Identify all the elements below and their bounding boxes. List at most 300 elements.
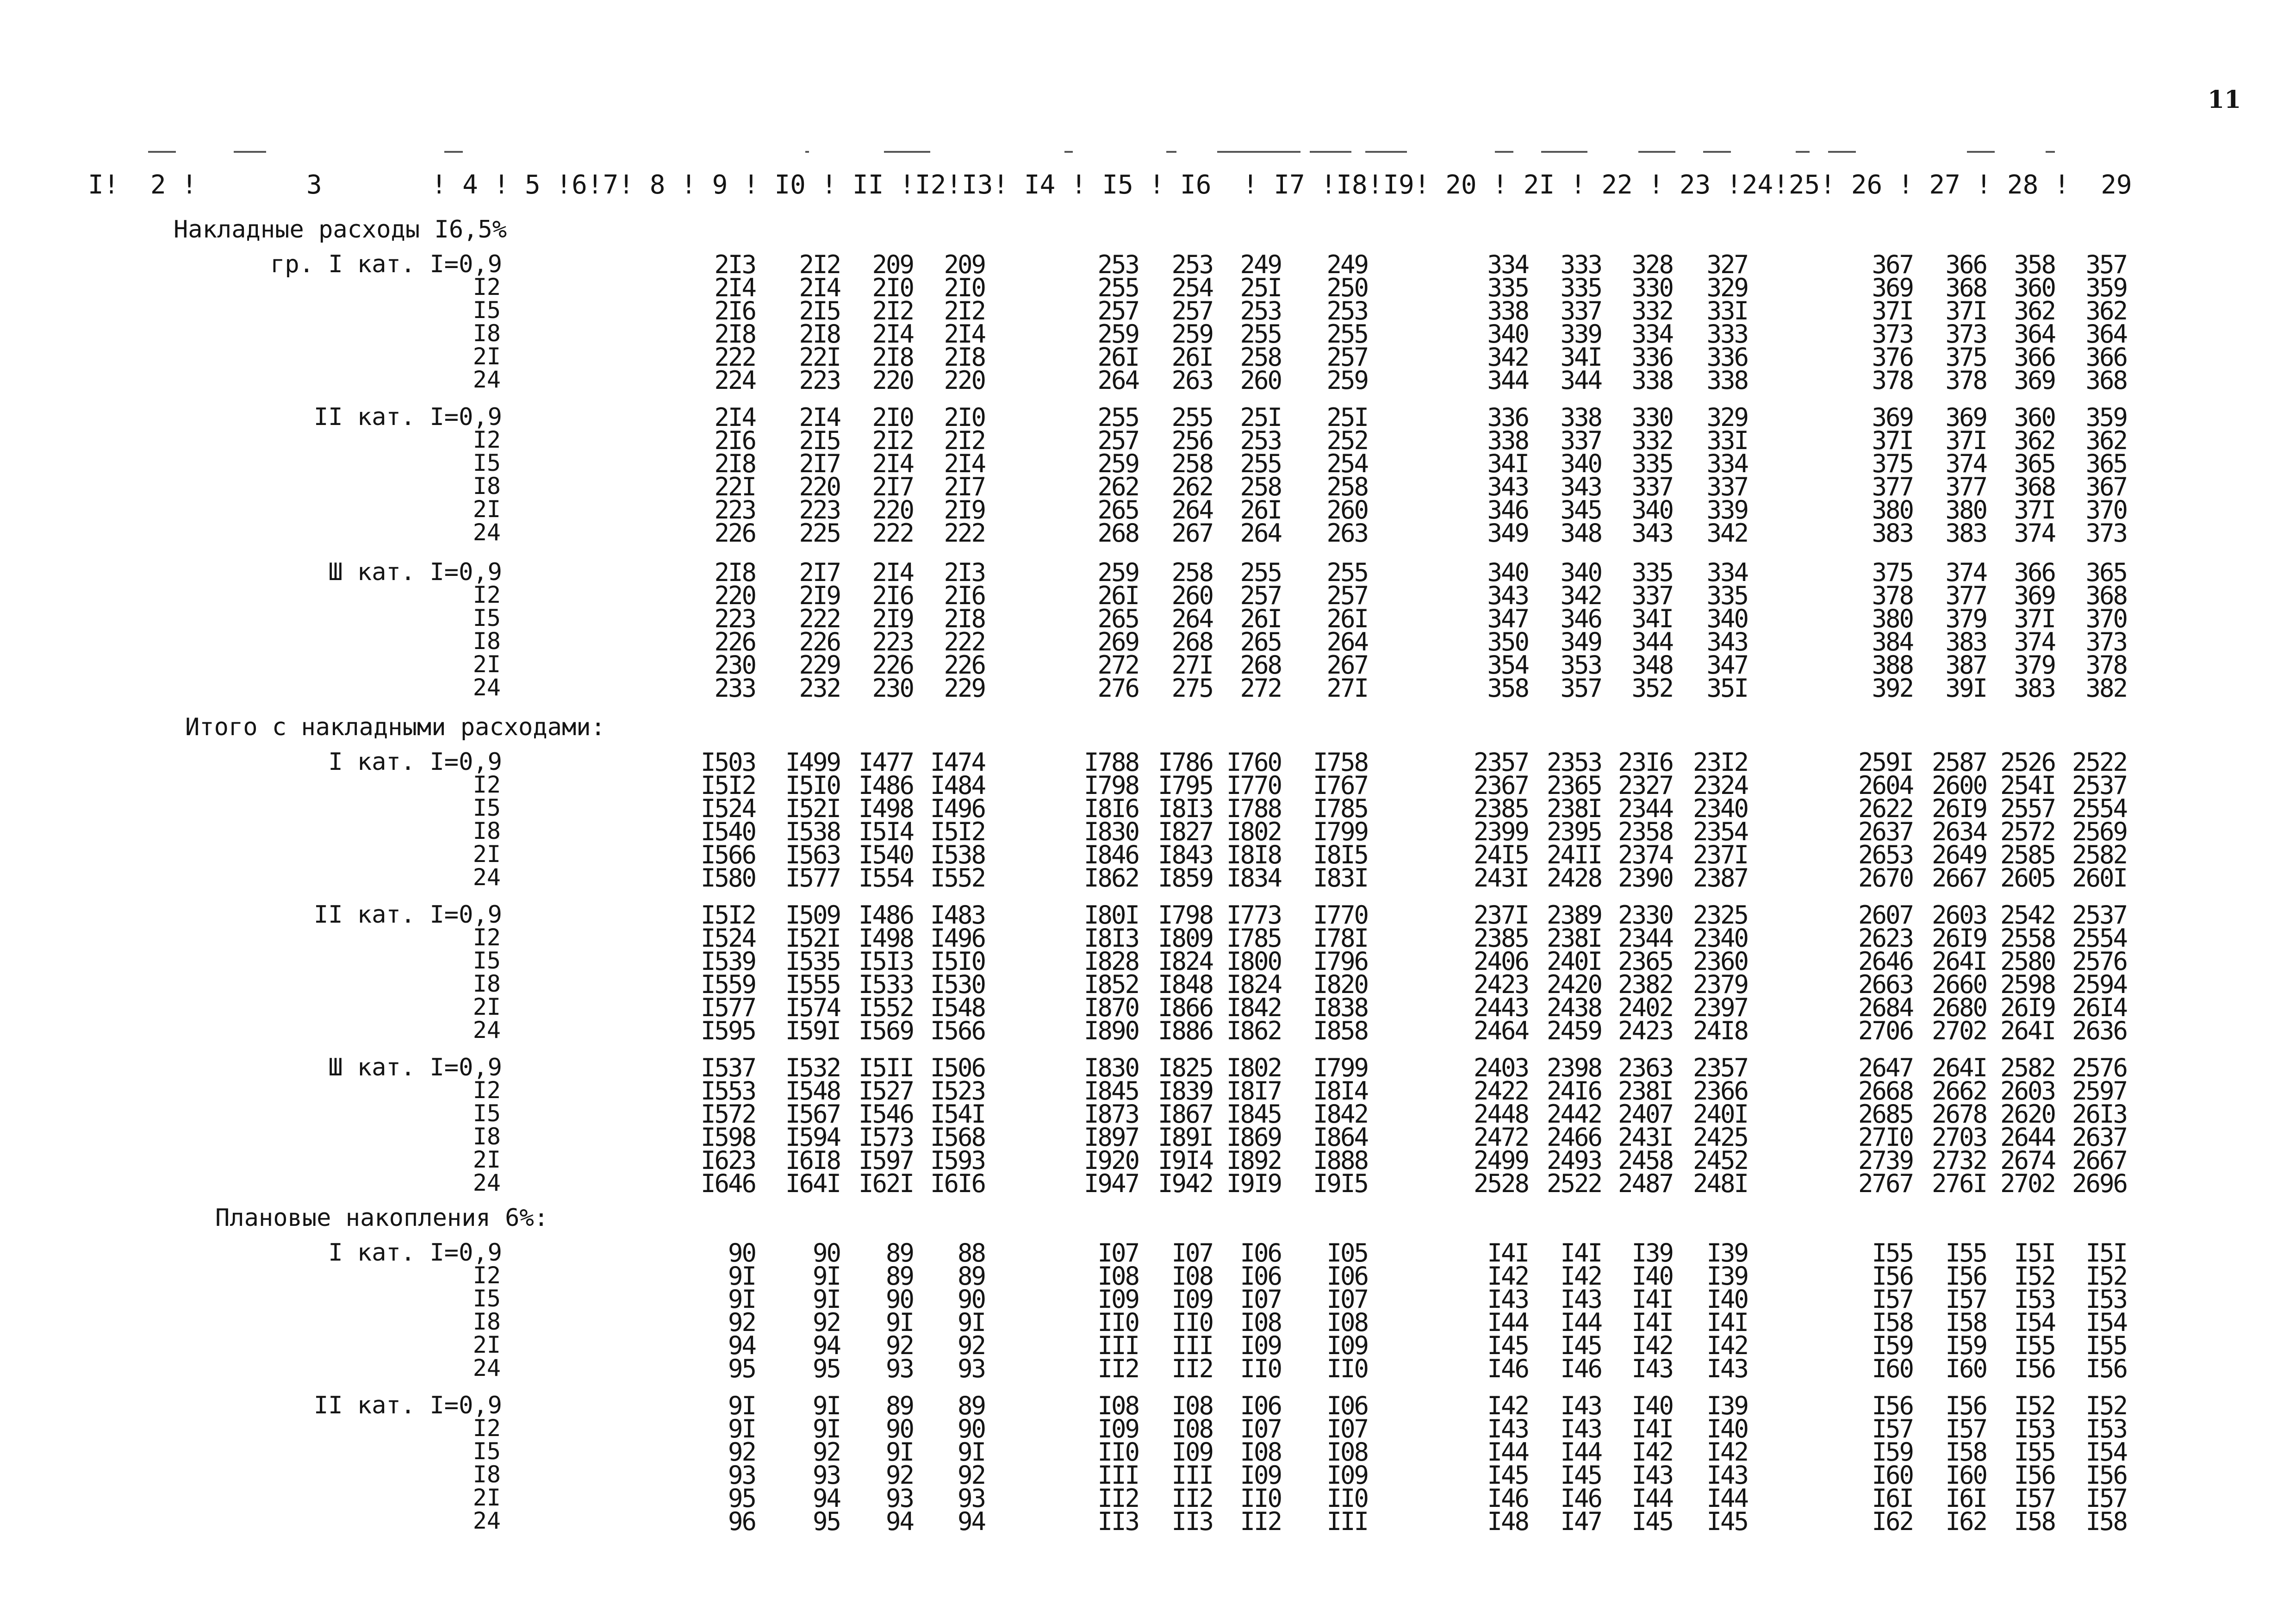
table-cell: 380: [1945, 495, 1986, 525]
table-cell: 343: [1631, 518, 1673, 548]
table-cell: I42: [1487, 1391, 1528, 1420]
table-cell: 9I: [812, 1414, 840, 1443]
table-cell: 37I: [1872, 296, 1913, 325]
table-cell: 94: [812, 1331, 840, 1360]
table-cell: 9I: [728, 1414, 755, 1443]
table-cell: 344: [1560, 366, 1601, 395]
sublabel: 24: [473, 1507, 501, 1534]
table-cell: 254I: [2000, 771, 2055, 800]
table-cell: 2670: [1858, 863, 1913, 893]
table-cell: 2340: [1692, 794, 1748, 823]
table-cell: I598: [700, 1123, 755, 1152]
table-cell: I5I2: [700, 900, 755, 930]
table-cell: I58: [1945, 1308, 1986, 1337]
table-cell: I8I3: [1157, 794, 1213, 823]
table-cell: 2I6: [872, 581, 913, 610]
group-label: Ш кат. I=0,9: [328, 1054, 502, 1081]
table-cell: I07: [1326, 1414, 1368, 1443]
table-cell: I820: [1313, 970, 1368, 999]
table-cell: I4I: [1631, 1308, 1673, 1337]
table-cell: I55: [2085, 1331, 2127, 1360]
table-cell: 265: [1240, 627, 1281, 656]
table-cell: 95: [728, 1354, 755, 1383]
table-cell: 2I5: [799, 426, 840, 455]
table-cell: 333: [1706, 319, 1748, 349]
table-cell: 267: [1326, 650, 1368, 680]
table-cell: 269: [1097, 627, 1139, 656]
group-label: II кат. I=0,9: [314, 403, 502, 431]
table-cell: 89: [885, 1391, 913, 1420]
table-cell: 264: [1240, 518, 1281, 548]
table-cell: I52: [2085, 1391, 2127, 1420]
table-cell: 2597: [2072, 1076, 2127, 1106]
table-cell: 2582: [2000, 1053, 2055, 1082]
table-cell: I56: [2014, 1461, 2055, 1490]
table-cell: 2395: [1546, 817, 1601, 846]
table-cell: I42: [1706, 1331, 1748, 1360]
table-cell: I43: [1560, 1285, 1601, 1314]
table-cell: I527: [858, 1076, 913, 1106]
table-cell: 2344: [1618, 924, 1673, 953]
table-cell: 264: [1171, 495, 1213, 525]
table-cell: I593: [930, 1146, 985, 1175]
table-cell: 2330: [1618, 900, 1673, 930]
table-cell: 248I: [1692, 1169, 1748, 1198]
table-cell: 2420: [1546, 970, 1601, 999]
table-cell: 23I2: [1692, 748, 1748, 777]
table-cell: 360: [2014, 403, 2055, 432]
table-cell: 2554: [2072, 924, 2127, 953]
table-cell: 2340: [1692, 924, 1748, 953]
table-cell: 2324: [1692, 771, 1748, 800]
table-cell: I567: [785, 1099, 840, 1129]
table-cell: I802: [1226, 1053, 1281, 1082]
table-cell: II0: [1097, 1308, 1139, 1337]
table-cell: 257: [1097, 426, 1139, 455]
table-cell: 329: [1706, 273, 1748, 302]
table-cell: 365: [2014, 449, 2055, 478]
sublabel: I2: [473, 1077, 501, 1104]
table-cell: 378: [1872, 366, 1913, 395]
table-cell: I499: [785, 748, 840, 777]
table-cell: 2I7: [872, 472, 913, 501]
table-cell: I56: [1872, 1391, 1913, 1420]
table-cell: 9I: [957, 1437, 985, 1467]
sublabel: I8: [473, 320, 501, 347]
table-cell: 332: [1631, 426, 1673, 455]
table-cell: 2443: [1473, 993, 1528, 1022]
table-cell: 90: [812, 1238, 840, 1268]
table-cell: 260: [1240, 366, 1281, 395]
table-cell: I53: [2014, 1414, 2055, 1443]
table-cell: 369: [1945, 403, 1986, 432]
table-cell: 90: [957, 1414, 985, 1443]
header-rule-segment: [2046, 151, 2055, 153]
table-cell: 264I: [1931, 947, 1986, 976]
table-cell: 339: [1560, 319, 1601, 349]
table-cell: 2528: [1473, 1169, 1528, 1198]
table-cell: 2I2: [799, 250, 840, 279]
table-cell: I54: [2085, 1437, 2127, 1467]
table-cell: 252: [1326, 426, 1368, 455]
table-cell: I798: [1157, 900, 1213, 930]
table-cell: I773: [1226, 900, 1281, 930]
table-cell: 342: [1706, 518, 1748, 548]
table-cell: 26I9: [1931, 924, 1986, 953]
table-cell: 264: [1171, 604, 1213, 633]
table-cell: II3: [1171, 1507, 1213, 1536]
table-cell: 240I: [1692, 1099, 1748, 1129]
table-cell: 2I2: [944, 296, 985, 325]
table-cell: 334: [1706, 449, 1748, 478]
table-cell: 94: [728, 1331, 755, 1360]
table-cell: I58: [2085, 1507, 2127, 1536]
table-cell: 375: [1872, 558, 1913, 587]
table-cell: 2I8: [714, 449, 755, 478]
table-cell: I80I: [1083, 900, 1139, 930]
table-cell: I42: [1560, 1262, 1601, 1291]
table-cell: 2767: [1858, 1169, 1913, 1198]
table-cell: 26I9: [2000, 993, 2055, 1022]
table-cell: 2385: [1473, 794, 1528, 823]
table-cell: 382: [2085, 674, 2127, 703]
table-cell: 255: [1326, 558, 1368, 587]
table-cell: 264I: [1931, 1053, 1986, 1082]
table-cell: 354: [1487, 650, 1528, 680]
table-cell: 343: [1487, 581, 1528, 610]
table-cell: 90: [728, 1238, 755, 1268]
group-label: II кат. I=0,9: [314, 1392, 502, 1419]
table-cell: 93: [957, 1484, 985, 1513]
table-cell: 92: [812, 1308, 840, 1337]
table-cell: 336: [1487, 403, 1528, 432]
table-cell: 93: [885, 1484, 913, 1513]
table-cell: I9I4: [1157, 1146, 1213, 1175]
table-cell: 258: [1240, 472, 1281, 501]
table-cell: I07: [1240, 1285, 1281, 1314]
table-cell: I552: [930, 863, 985, 893]
table-cell: 2I6: [714, 296, 755, 325]
table-cell: 2493: [1546, 1146, 1601, 1175]
table-cell: I09: [1097, 1285, 1139, 1314]
table-cell: I796: [1313, 947, 1368, 976]
table-cell: I59: [1945, 1331, 1986, 1360]
table-cell: I55: [2014, 1437, 2055, 1467]
sublabel: 24: [473, 1355, 501, 1381]
table-cell: I785: [1226, 924, 1281, 953]
table-cell: 2684: [1858, 993, 1913, 1022]
table-cell: 335: [1560, 273, 1601, 302]
table-cell: 365: [2085, 449, 2127, 478]
table-cell: I548: [785, 1076, 840, 1106]
table-cell: 230: [872, 674, 913, 703]
table-cell: 243I: [1473, 863, 1528, 893]
table-cell: 2I7: [944, 472, 985, 501]
sublabel: I5: [473, 297, 501, 324]
table-cell: I546: [858, 1099, 913, 1129]
table-cell: I62I: [858, 1169, 913, 1198]
table-cell: I08: [1171, 1414, 1213, 1443]
table-cell: 262: [1171, 472, 1213, 501]
table-cell: 238I: [1546, 794, 1601, 823]
table-cell: I4I: [1706, 1308, 1748, 1337]
sublabel: I8: [473, 473, 501, 500]
table-cell: 253: [1326, 296, 1368, 325]
table-cell: 2685: [1858, 1099, 1913, 1129]
table-cell: 340: [1487, 558, 1528, 587]
table-cell: 250: [1326, 273, 1368, 302]
table-cell: I892: [1226, 1146, 1281, 1175]
table-cell: 226: [799, 627, 840, 656]
table-cell: 9I: [728, 1285, 755, 1314]
sublabel: I8: [473, 1123, 501, 1150]
table-cell: 92: [885, 1461, 913, 1490]
table-cell: 2389: [1546, 900, 1601, 930]
table-cell: 260I: [2072, 863, 2127, 893]
table-cell: III: [1326, 1507, 1368, 1536]
table-cell: I42: [1706, 1437, 1748, 1467]
table-cell: I53: [2014, 1285, 2055, 1314]
sublabel: 24: [473, 864, 501, 891]
table-cell: 2I2: [944, 426, 985, 455]
table-cell: 2344: [1618, 794, 1673, 823]
table-cell: I830: [1083, 1053, 1139, 1082]
table-cell: 2472: [1473, 1123, 1528, 1152]
table-cell: 388: [1872, 650, 1913, 680]
table-cell: 33I: [1706, 296, 1748, 325]
table-cell: 2I2: [872, 296, 913, 325]
table-cell: I07: [1171, 1238, 1213, 1268]
table-cell: 2I4: [872, 558, 913, 587]
table-cell: I62: [1945, 1507, 1986, 1536]
table-cell: 370: [2085, 495, 2127, 525]
table-cell: I55: [1945, 1238, 1986, 1268]
table-cell: 37I: [2014, 604, 2055, 633]
table-cell: 268: [1240, 650, 1281, 680]
table-cell: I530: [930, 970, 985, 999]
table-cell: 366: [1945, 250, 1986, 279]
table-cell: 334: [1631, 319, 1673, 349]
table-cell: 2569: [2072, 817, 2127, 846]
table-cell: 343: [1487, 472, 1528, 501]
table-cell: 2680: [1931, 993, 1986, 1022]
table-cell: 375: [1945, 343, 1986, 372]
table-cell: 338: [1487, 296, 1528, 325]
table-cell: I58: [2014, 1507, 2055, 1536]
table-cell: 2I9: [944, 495, 985, 525]
table-cell: 365: [2085, 558, 2127, 587]
table-cell: 255: [1097, 403, 1139, 432]
table-cell: 373: [2085, 627, 2127, 656]
table-cell: 2646: [1858, 947, 1913, 976]
table-cell: 368: [2085, 581, 2127, 610]
table-cell: I824: [1157, 947, 1213, 976]
table-cell: I5I: [2014, 1238, 2055, 1268]
table-cell: 368: [2014, 472, 2055, 501]
table-cell: 220: [799, 472, 840, 501]
table-cell: 377: [1872, 472, 1913, 501]
sublabel: 24: [473, 674, 501, 701]
table-cell: 373: [1872, 319, 1913, 349]
table-cell: 2620: [2000, 1099, 2055, 1129]
table-cell: 253: [1171, 250, 1213, 279]
table-cell: 368: [2085, 366, 2127, 395]
table-cell: 335: [1631, 558, 1673, 587]
table-cell: 380: [1872, 495, 1913, 525]
table-cell: 9I: [728, 1391, 755, 1420]
table-cell: I44: [1487, 1437, 1528, 1467]
table-cell: I60: [1872, 1461, 1913, 1490]
table-cell: I535: [785, 947, 840, 976]
table-cell: I563: [785, 840, 840, 869]
sublabel: 24: [473, 519, 501, 546]
table-cell: I554: [858, 863, 913, 893]
table-cell: I523: [930, 1076, 985, 1106]
table-cell: 383: [1945, 518, 1986, 548]
table-cell: 92: [885, 1331, 913, 1360]
table-cell: I60: [1945, 1461, 1986, 1490]
table-cell: I05: [1326, 1238, 1368, 1268]
table-cell: 2I3: [714, 250, 755, 279]
table-cell: 255: [1240, 449, 1281, 478]
table-cell: 92: [812, 1437, 840, 1467]
table-cell: 360: [2014, 273, 2055, 302]
table-cell: 223: [799, 366, 840, 395]
section-title: Итого с накладными расходами:: [185, 713, 605, 741]
table-cell: 253: [1097, 250, 1139, 279]
table-cell: 222: [944, 518, 985, 548]
table-cell: 2I8: [714, 319, 755, 349]
table-cell: 232: [799, 674, 840, 703]
table-cell: I498: [858, 924, 913, 953]
table-cell: I559: [700, 970, 755, 999]
table-cell: 349: [1487, 518, 1528, 548]
table-cell: 238I: [1618, 1076, 1673, 1106]
table-cell: 90: [885, 1285, 913, 1314]
table-cell: 257: [1326, 581, 1368, 610]
table-cell: I52: [2014, 1262, 2055, 1291]
table-cell: I08: [1097, 1262, 1139, 1291]
table-cell: 2499: [1473, 1146, 1528, 1175]
table-cell: 9I: [728, 1262, 755, 1291]
table-cell: I56: [1945, 1391, 1986, 1420]
section-title: Накладные расходы I6,5%: [174, 216, 507, 244]
table-cell: 2660: [1931, 970, 1986, 999]
table-cell: I4I: [1560, 1238, 1601, 1268]
table-cell: III: [1171, 1331, 1213, 1360]
table-cell: I524: [700, 794, 755, 823]
table-cell: I569: [858, 1016, 913, 1045]
table-cell: I43: [1560, 1414, 1601, 1443]
table-cell: I09: [1240, 1331, 1281, 1360]
table-cell: I4I: [1631, 1285, 1673, 1314]
table-cell: 27I: [1326, 674, 1368, 703]
table-cell: I538: [785, 817, 840, 846]
table-cell: I886: [1157, 1016, 1213, 1045]
table-cell: I566: [930, 1016, 985, 1045]
header-rule-segment: [1638, 151, 1675, 153]
table-cell: I57: [1872, 1414, 1913, 1443]
table-cell: I47: [1560, 1507, 1601, 1536]
table-cell: I830: [1083, 817, 1139, 846]
table-cell: 259: [1326, 366, 1368, 395]
table-cell: I52: [2014, 1391, 2055, 1420]
table-cell: 2374: [1618, 840, 1673, 869]
table-cell: 2367: [1473, 771, 1528, 800]
sublabel: I2: [473, 581, 501, 608]
table-cell: I53: [2085, 1285, 2127, 1314]
table-cell: 2I6: [944, 581, 985, 610]
table-cell: 2522: [2072, 748, 2127, 777]
table-cell: I52I: [785, 794, 840, 823]
table-cell: 338: [1706, 366, 1748, 395]
table-cell: 9I: [812, 1391, 840, 1420]
table-cell: II0: [1097, 1437, 1139, 1467]
table-cell: I46: [1560, 1354, 1601, 1383]
sublabel: 2I: [473, 1146, 501, 1173]
table-cell: I568: [930, 1123, 985, 1152]
table-cell: 2587: [1931, 748, 1986, 777]
table-cell: 349: [1560, 627, 1601, 656]
table-cell: I839: [1157, 1076, 1213, 1106]
table-cell: 243I: [1618, 1123, 1673, 1152]
table-cell: 2425: [1692, 1123, 1748, 1152]
table-cell: I58: [1945, 1437, 1986, 1467]
table-cell: I770: [1226, 771, 1281, 800]
table-cell: I43: [1487, 1285, 1528, 1314]
table-cell: 275: [1171, 674, 1213, 703]
table-cell: 2366: [1692, 1076, 1748, 1106]
section-title: Плановые накопления 6%:: [215, 1204, 549, 1232]
table-cell: 333: [1560, 250, 1601, 279]
table-cell: I57: [2085, 1484, 2127, 1513]
table-cell: 2487: [1618, 1169, 1673, 1198]
table-cell: 2522: [1546, 1169, 1601, 1198]
table-cell: 2649: [1931, 840, 1986, 869]
table-cell: I54I: [930, 1099, 985, 1129]
table-cell: I43: [1631, 1354, 1673, 1383]
table-cell: I08: [1171, 1391, 1213, 1420]
table-cell: 340: [1487, 319, 1528, 349]
table-cell: I767: [1313, 771, 1368, 800]
table-cell: 345: [1560, 495, 1601, 525]
table-cell: 94: [957, 1507, 985, 1536]
table-cell: I798: [1083, 771, 1139, 800]
table-cell: 249: [1326, 250, 1368, 279]
table-cell: 335: [1631, 449, 1673, 478]
table-cell: I54: [2085, 1308, 2127, 1337]
table-cell: I574: [785, 993, 840, 1022]
table-cell: I45: [1487, 1331, 1528, 1360]
table-cell: I55: [2014, 1331, 2055, 1360]
table-cell: 209: [944, 250, 985, 279]
table-cell: 90: [885, 1414, 913, 1443]
table-cell: 27I0: [1858, 1123, 1913, 1152]
table-cell: I59: [1872, 1331, 1913, 1360]
sublabel: 24: [473, 366, 501, 393]
table-cell: I45: [1487, 1461, 1528, 1490]
table-cell: 357: [1560, 674, 1601, 703]
table-cell: 223: [714, 604, 755, 633]
table-cell: I60: [1872, 1354, 1913, 1383]
table-cell: 33I: [1706, 426, 1748, 455]
table-cell: I56: [1872, 1262, 1913, 1291]
table-cell: 93: [812, 1461, 840, 1490]
table-cell: 262: [1097, 472, 1139, 501]
table-cell: 224: [714, 366, 755, 395]
group-label: Ш кат. I=0,9: [328, 558, 502, 586]
sublabel: I5: [473, 1285, 501, 1312]
